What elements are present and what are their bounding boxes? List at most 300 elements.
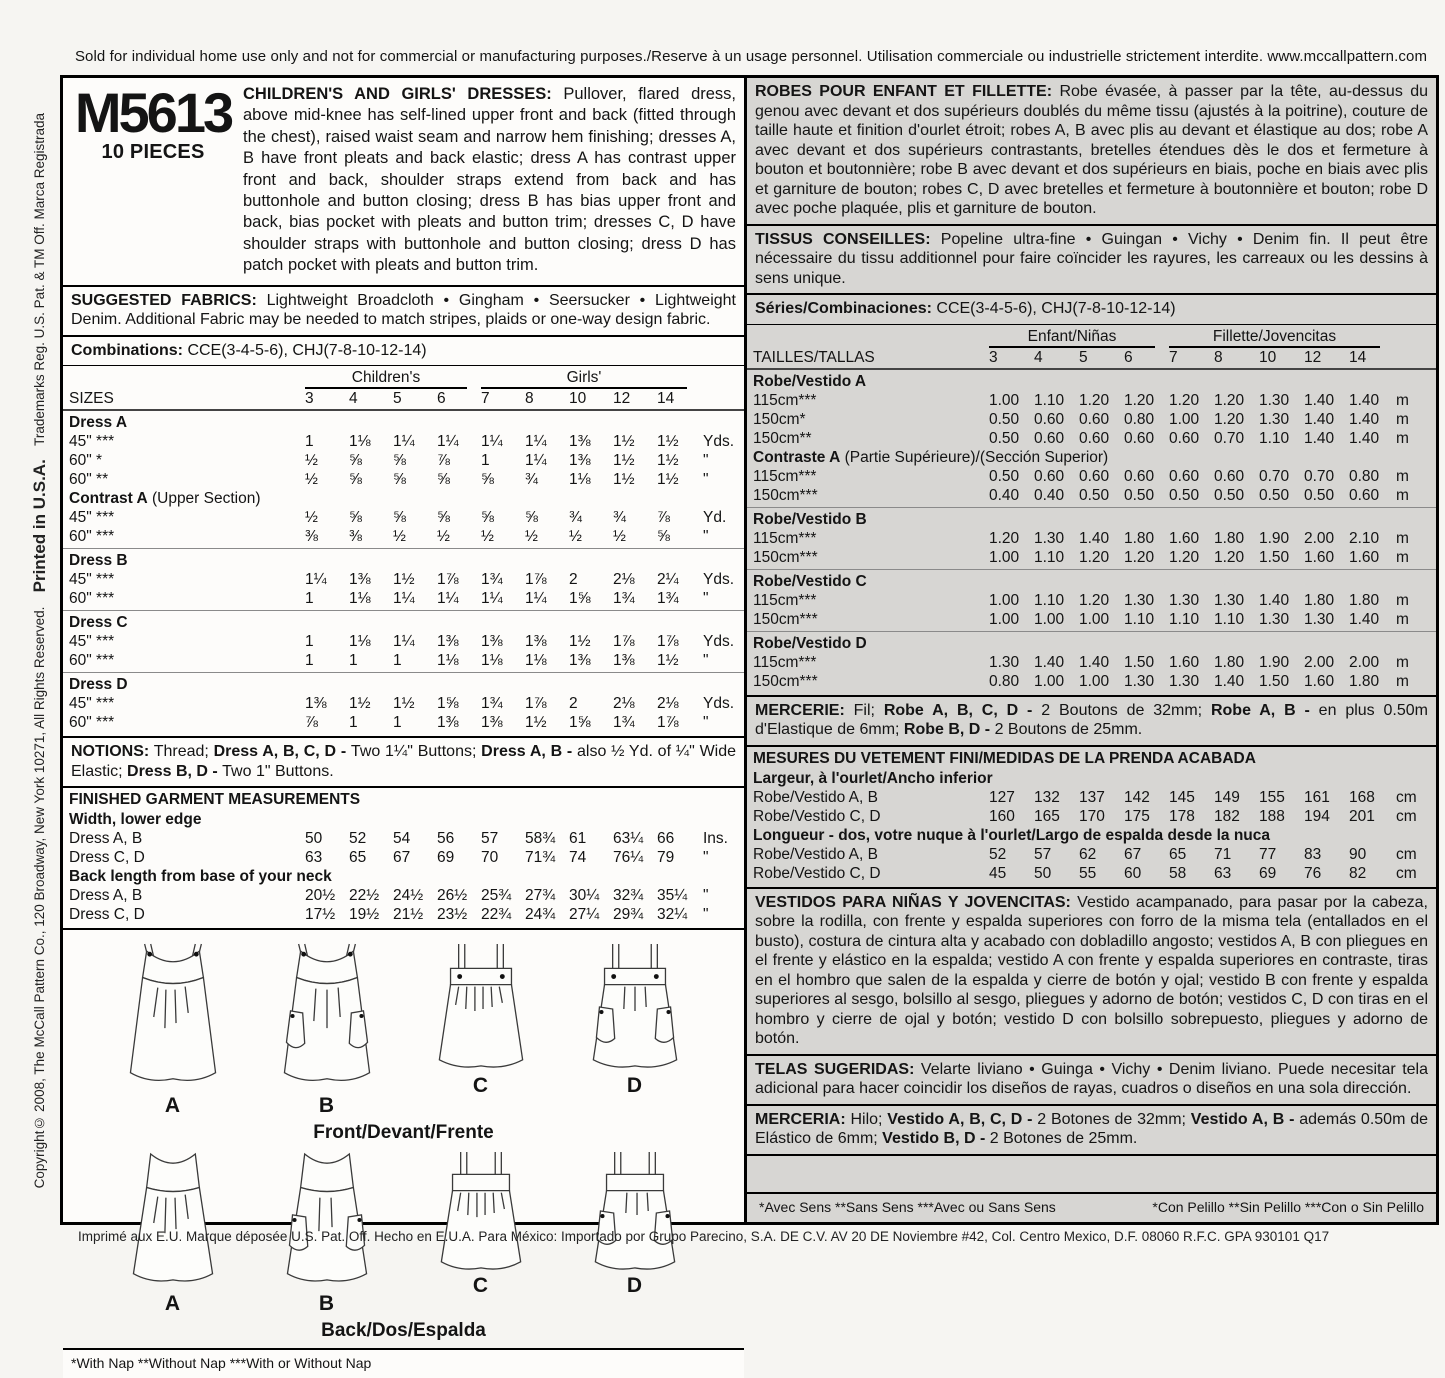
text-segment: Combinations: bbox=[71, 341, 183, 359]
table-cell: 45 bbox=[989, 864, 1007, 882]
table-cell: 1¼ bbox=[393, 433, 415, 451]
table-row bbox=[747, 391, 1436, 410]
table-cell: 82 bbox=[1349, 864, 1367, 882]
back-caption: Back/Dos/Espalda bbox=[321, 1320, 486, 1342]
text-segment: CCE(3-4-5-6), CHJ(7-8-10-12-14) bbox=[183, 341, 427, 359]
table-row bbox=[747, 807, 1436, 826]
table-cell: 178 bbox=[1169, 807, 1195, 825]
table-cell: 1 bbox=[305, 590, 314, 608]
row-label: Robe/Vestido A, B bbox=[753, 788, 878, 806]
table-cell: 1½ bbox=[349, 695, 371, 713]
table-cell: 19½ bbox=[349, 906, 380, 924]
unit-cell: m bbox=[1396, 486, 1409, 504]
unit-cell: Yds. bbox=[703, 433, 735, 451]
text-segment: Popeline ultra-fine • Guingan • Vichy • Denim fin. Il peut être nécessaire du tissu additionnel pour faire coïncider les rayures, les carreaux ou les dessins à sens unique. bbox=[755, 230, 1428, 287]
table-cell: 0.40 bbox=[989, 486, 1020, 504]
table-row bbox=[63, 570, 744, 589]
table-cell: 58 bbox=[1169, 864, 1187, 882]
table-row bbox=[63, 632, 744, 651]
import-footer: Imprimé aux E.U. Marque déposée U.S. Pat. Off. Hecho en E.U.A. Para México: Importado por Grupo Parecino, S.A. DE C.V. AV 20 DE Noviembre #42, Col. Centro Mexico, D.F. 08060 R.F.C. GPA 930101 Q17 bbox=[78, 1229, 1330, 1244]
table-cell: 4 bbox=[349, 390, 358, 408]
section-title: Largeur, à l'ourlet/Ancho inferior bbox=[753, 769, 993, 787]
table-cell: 1.30 bbox=[1034, 529, 1065, 547]
series-combinaciones bbox=[747, 295, 1436, 325]
table-cell: 1⅜ bbox=[305, 695, 327, 713]
vertical-copyright-text bbox=[30, 113, 50, 1188]
dress-illustrations bbox=[63, 930, 744, 1348]
nap-footnote: *With Nap **Without Nap ***With or Without Nap bbox=[63, 1348, 744, 1378]
table-cell: 0.60 bbox=[1079, 429, 1110, 447]
table-cell: 0.70 bbox=[1304, 467, 1335, 485]
table-cell: 63¼ bbox=[613, 830, 644, 848]
sens-footnote: *Avec Sens **Sans Sens ***Avec ou Sans Sens bbox=[759, 1199, 1056, 1215]
table-section-title bbox=[747, 769, 1436, 788]
table-cell: 1.00 bbox=[989, 591, 1020, 609]
row-label: 60" ** bbox=[69, 471, 109, 489]
table-cell: 1.30 bbox=[989, 653, 1020, 671]
table-cell: 1.60 bbox=[1169, 653, 1200, 671]
table-cell: 10 bbox=[569, 390, 587, 408]
table-cell: 1.40 bbox=[1304, 410, 1335, 428]
text-segment: also ½ Yd. of ¼" Wide Elastic; bbox=[71, 743, 737, 780]
table-cell: 0.40 bbox=[1034, 486, 1065, 504]
text-segment: además 0.50m de Elástico de 6mm; bbox=[755, 1110, 1428, 1147]
unit-cell: m bbox=[1396, 610, 1409, 628]
dress-d-front bbox=[576, 942, 694, 1098]
table-cell: 1.20 bbox=[989, 529, 1020, 547]
table-cell: ⅝ bbox=[657, 528, 670, 546]
table-cell: 52 bbox=[989, 845, 1007, 863]
table-cell: 21½ bbox=[393, 906, 424, 924]
table-cell: 2⅛ bbox=[657, 695, 679, 713]
table-cell: 35¼ bbox=[657, 887, 688, 905]
text-segment: TISSUS CONSEILLES: bbox=[755, 230, 931, 248]
view-letter: B bbox=[318, 1094, 335, 1118]
table-cell: 25¾ bbox=[481, 887, 512, 905]
table-cell: 74 bbox=[569, 849, 587, 867]
text-segment: Robe A, B - bbox=[1210, 701, 1319, 719]
table-cell: ⅝ bbox=[349, 509, 362, 527]
table-cell: 1.20 bbox=[1169, 391, 1200, 409]
table-cell: 1⅞ bbox=[657, 633, 679, 651]
table-cell: 1⅞ bbox=[437, 571, 459, 589]
mercerie bbox=[747, 697, 1436, 747]
table-cell: 32¼ bbox=[657, 906, 688, 924]
table-row bbox=[63, 508, 744, 527]
table-cell: 194 bbox=[1304, 807, 1330, 825]
row-label: 150cm** bbox=[753, 429, 812, 447]
table-row bbox=[63, 527, 744, 546]
section-title: Dress A bbox=[69, 414, 128, 432]
table-cell: 1⅜ bbox=[437, 714, 459, 732]
table-section-title bbox=[747, 826, 1436, 845]
yardage-table bbox=[63, 366, 744, 738]
row-label: 45" *** bbox=[69, 571, 115, 589]
table-cell: 57 bbox=[481, 830, 499, 848]
dress-a-back-drawing bbox=[114, 1150, 232, 1292]
table-cell: 1⅛ bbox=[525, 652, 547, 670]
unit-cell: m bbox=[1396, 391, 1409, 409]
row-label: TAILLES/TALLAS bbox=[753, 348, 875, 366]
view-letter: A bbox=[164, 1094, 181, 1118]
table-cell: 0.50 bbox=[989, 429, 1020, 447]
table-cell: 1½ bbox=[613, 471, 635, 489]
table-cell: 0.60 bbox=[1034, 429, 1065, 447]
combinations-line bbox=[63, 337, 744, 367]
table-cell: 1.40 bbox=[1349, 610, 1380, 628]
unit-cell: " bbox=[703, 590, 709, 608]
table-cell: ⅝ bbox=[437, 509, 450, 527]
table-row bbox=[63, 470, 744, 489]
table-cell: 0.60 bbox=[1034, 410, 1065, 428]
table-cell: ⅝ bbox=[349, 452, 362, 470]
table-cell: 1 bbox=[349, 714, 358, 732]
table-cell: 26½ bbox=[437, 887, 468, 905]
header-block bbox=[63, 78, 744, 287]
table-cell: 1½ bbox=[657, 471, 679, 489]
table-cell: ½ bbox=[569, 528, 582, 546]
row-label: Dress A, B bbox=[69, 830, 143, 848]
pattern-number-block bbox=[63, 78, 243, 285]
table-divider bbox=[63, 409, 744, 411]
table-cell: 1.10 bbox=[1214, 610, 1245, 628]
unit-cell: m bbox=[1396, 548, 1409, 566]
table-cell: 1 bbox=[393, 652, 402, 670]
foreign-column bbox=[747, 78, 1436, 1222]
table-cell: 1.30 bbox=[1214, 591, 1245, 609]
table-cell: 69 bbox=[437, 849, 455, 867]
table-cell: 30¼ bbox=[569, 887, 600, 905]
table-cell: 55 bbox=[1079, 864, 1097, 882]
table-cell: 27¾ bbox=[525, 887, 556, 905]
text-segment: Vestido A, B, C, D - bbox=[887, 1110, 1038, 1128]
table-cell: 1¾ bbox=[613, 714, 635, 732]
table-cell: ¾ bbox=[569, 509, 582, 527]
unit-cell: " bbox=[703, 906, 709, 924]
section-title: Back length from base of your neck bbox=[69, 868, 332, 886]
merceria bbox=[747, 1106, 1436, 1156]
section-title: Robe/Vestido B bbox=[753, 510, 867, 528]
table-cell: 83 bbox=[1304, 845, 1322, 863]
table-cell: 1.80 bbox=[1124, 529, 1155, 547]
table-cell: 1⅜ bbox=[569, 433, 591, 451]
trademark-text: Trademarks Reg. U.S. Pat. & TM Off. Marca Registrada bbox=[32, 113, 47, 447]
dress-c-front bbox=[422, 942, 540, 1098]
column-group-label: Girls' bbox=[481, 368, 687, 389]
table-group-header bbox=[63, 368, 744, 389]
table-cell: 61 bbox=[569, 830, 587, 848]
text-segment: Robe évasée, à passer par la tête, au-dessus du genou avec devant et dos supérieurs doublés du même tissu (ajustés à la poitrine), couture de taille haute et finition d'ourlet étroit; robes A, B avec plis au devant et élastique au dos; robe A avec devant et dos supérieurs contrastants, bretelles étendues dès le dos et fermeture à bouton et boutonnière; robe B avec devant et dos supérieurs en biais, poche en biais avec plis et garniture de bouton; robes C, D avec bretelles et fermeture à boutonnière et bouton; robe D avec poche plaquée, plis et garniture de bouton. bbox=[755, 83, 1428, 217]
text-segment: TELAS SUGERIDAS: bbox=[755, 1060, 915, 1078]
dress-d-back-drawing bbox=[576, 1150, 694, 1274]
table-cell: 1⅛ bbox=[569, 471, 591, 489]
table-cell: ⅝ bbox=[393, 452, 406, 470]
table-row bbox=[747, 788, 1436, 807]
table-cell: 1.40 bbox=[1034, 653, 1065, 671]
table-cell: 2¼ bbox=[657, 571, 679, 589]
table-cell: 1⅛ bbox=[349, 633, 371, 651]
dress-b-back-drawing bbox=[268, 1150, 386, 1292]
table-cell: 1¼ bbox=[481, 590, 503, 608]
table-cell: ½ bbox=[525, 528, 538, 546]
english-description bbox=[243, 78, 744, 285]
table-cell: 60 bbox=[1124, 864, 1142, 882]
table-row bbox=[747, 845, 1436, 864]
table-cell: 1.00 bbox=[1034, 672, 1065, 690]
table-section-title bbox=[63, 551, 744, 570]
table-cell: 71 bbox=[1214, 845, 1232, 863]
text-segment: Two 1¼" Buttons; bbox=[350, 743, 482, 761]
table-row bbox=[747, 548, 1436, 567]
table-cell: 1¼ bbox=[437, 590, 459, 608]
table-cell: 1½ bbox=[525, 714, 547, 732]
unit-cell: m bbox=[1396, 429, 1409, 447]
table-cell: 4 bbox=[1034, 348, 1043, 366]
table-cell: 1.00 bbox=[1079, 610, 1110, 628]
table-row bbox=[747, 348, 1436, 367]
table-section-title bbox=[63, 489, 744, 508]
pattern-number: M5613 bbox=[74, 81, 232, 144]
table-cell: ⅝ bbox=[481, 509, 494, 527]
table-section-title bbox=[747, 510, 1436, 529]
usage-notice: Sold for individual home use only and not for commercial or manufacturing purposes./Reserve à un usage personnel. Utilisation commerciale ou industrielle strictement interdite. www.mccallpattern.com bbox=[74, 48, 1428, 65]
table-cell: ⅝ bbox=[481, 471, 494, 489]
table-cell: 1.20 bbox=[1214, 410, 1245, 428]
table-cell: 1½ bbox=[569, 633, 591, 651]
table-cell: 1⅞ bbox=[525, 695, 547, 713]
table-row bbox=[747, 529, 1436, 548]
table-cell: 1.40 bbox=[1079, 653, 1110, 671]
table-cell: 56 bbox=[437, 830, 455, 848]
table-cell: 50 bbox=[305, 830, 323, 848]
table-cell: 0.60 bbox=[1169, 429, 1200, 447]
table-cell: 8 bbox=[525, 390, 534, 408]
table-cell: 1.20 bbox=[1214, 391, 1245, 409]
table-cell: 142 bbox=[1124, 788, 1150, 806]
column-group-label: Enfant/Niñas bbox=[989, 327, 1155, 348]
table-cell: 17½ bbox=[305, 906, 336, 924]
section-title: Robe/Vestido A bbox=[753, 372, 867, 390]
row-label: 60" *** bbox=[69, 652, 115, 670]
table-cell: 2 bbox=[569, 571, 578, 589]
table-heading: FINISHED GARMENT MEASUREMENTS bbox=[69, 791, 361, 809]
dress-d-front-drawing bbox=[576, 942, 694, 1074]
table-cell: 1 bbox=[305, 652, 314, 670]
table-section-title bbox=[747, 572, 1436, 591]
section-title: Longueur - dos, votre nuque à l'ourlet/Largo de espalda desde la nuca bbox=[753, 826, 1270, 844]
table-cell: 188 bbox=[1259, 807, 1285, 825]
table-cell: 1⅝ bbox=[437, 695, 459, 713]
front-views-row bbox=[63, 942, 744, 1118]
table-cell: 1½ bbox=[393, 571, 415, 589]
table-cell: 1.20 bbox=[1124, 548, 1155, 566]
table-cell: 63 bbox=[305, 849, 323, 867]
table-section-title bbox=[63, 810, 744, 829]
text-segment: MERCERIE: bbox=[755, 701, 845, 719]
row-label: 150cm*** bbox=[753, 672, 818, 690]
table-cell: 1.50 bbox=[1259, 548, 1290, 566]
table-cell: 1.10 bbox=[1034, 391, 1065, 409]
table-cell: 1¼ bbox=[525, 433, 547, 451]
table-cell: 67 bbox=[393, 849, 411, 867]
table-cell: ⅜ bbox=[349, 528, 362, 546]
table-cell: 1¾ bbox=[657, 590, 679, 608]
unit-cell: Yds. bbox=[703, 633, 735, 651]
table-cell: 1.80 bbox=[1214, 529, 1245, 547]
table-cell: 1.50 bbox=[1124, 653, 1155, 671]
table-cell: 2⅛ bbox=[613, 695, 635, 713]
table-cell: 1.40 bbox=[1079, 529, 1110, 547]
french-description bbox=[747, 78, 1436, 226]
table-cell: 1.30 bbox=[1169, 672, 1200, 690]
table-cell: 1.60 bbox=[1304, 548, 1335, 566]
table-cell: 1.60 bbox=[1349, 548, 1380, 566]
table-cell: 1⅜ bbox=[569, 652, 591, 670]
view-letter: C bbox=[472, 1274, 489, 1298]
table-cell: 1⅜ bbox=[349, 571, 371, 589]
table-cell: 6 bbox=[437, 390, 446, 408]
unit-cell: " bbox=[703, 887, 709, 905]
table-cell: 0.60 bbox=[1079, 410, 1110, 428]
table-cell: 1.30 bbox=[1124, 672, 1155, 690]
table-cell: 0.80 bbox=[1124, 410, 1155, 428]
unit-cell: " bbox=[703, 714, 709, 732]
table-cell: 1.00 bbox=[989, 391, 1020, 409]
table-cell: 79 bbox=[657, 849, 675, 867]
table-cell: 14 bbox=[1349, 348, 1367, 366]
table-section-title bbox=[63, 867, 744, 886]
column-group-label: Children's bbox=[305, 368, 467, 389]
table-cell: 23½ bbox=[437, 906, 468, 924]
table-cell: 65 bbox=[349, 849, 367, 867]
table-cell: 7 bbox=[481, 390, 490, 408]
table-cell: 54 bbox=[393, 830, 411, 848]
table-cell: ⅝ bbox=[393, 471, 406, 489]
table-cell: 1.60 bbox=[1304, 672, 1335, 690]
table-cell: 149 bbox=[1214, 788, 1240, 806]
table-cell: 0.50 bbox=[1169, 486, 1200, 504]
text-segment: Hilo; bbox=[845, 1110, 888, 1128]
table-cell: 1⅜ bbox=[525, 633, 547, 651]
table-cell: 0.50 bbox=[1259, 486, 1290, 504]
table-cell: 1.00 bbox=[989, 610, 1020, 628]
table-cell: 1.30 bbox=[1259, 610, 1290, 628]
unit-cell: cm bbox=[1396, 845, 1417, 863]
table-cell: 63 bbox=[1214, 864, 1232, 882]
table-cell: 58¾ bbox=[525, 830, 556, 848]
table-cell: 1⅜ bbox=[569, 452, 591, 470]
text-segment: 2 Boutons de 25mm. bbox=[994, 721, 1143, 738]
table-cell: 1.10 bbox=[1034, 548, 1065, 566]
table-cell: 1¼ bbox=[393, 633, 415, 651]
table-cell: 0.60 bbox=[1124, 467, 1155, 485]
text-segment: Dress B, D - bbox=[127, 762, 223, 780]
table-cell: 1⅝ bbox=[569, 714, 591, 732]
table-cell: 27¼ bbox=[569, 906, 600, 924]
table-heading: MESURES DU VETEMENT FINI/MEDIDAS DE LA PRENDA ACABADA bbox=[753, 749, 1256, 767]
dress-a-front-drawing bbox=[114, 942, 232, 1094]
table-cell: 175 bbox=[1124, 807, 1150, 825]
text-segment: SUGGESTED FABRICS: bbox=[71, 291, 257, 309]
section-title: Contrast A (Upper Section) bbox=[69, 490, 261, 508]
table-divider bbox=[747, 507, 1436, 508]
dress-c-back bbox=[422, 1150, 540, 1298]
table-cell: 1.20 bbox=[1079, 548, 1110, 566]
text-segment: VESTIDOS PARA NIÑAS Y JOVENCITAS: bbox=[755, 893, 1071, 911]
table-section-title bbox=[63, 675, 744, 694]
table-cell: 1¾ bbox=[481, 695, 503, 713]
dress-b-front bbox=[268, 942, 386, 1118]
unit-cell: m bbox=[1396, 653, 1409, 671]
table-cell: ½ bbox=[305, 471, 318, 489]
table-cell: 22¾ bbox=[481, 906, 512, 924]
table-cell: 1½ bbox=[657, 652, 679, 670]
text-segment: Pullover, flared dress, above mid-knee has self-lined upper front and back (fitted through the chest), raised waist seam and narrow hem finishing; dresses A, B have front pleats and back elastic; dress A has contrast upper front and back, shoulder straps extend from back and has buttonhole and button closing; dress B has bias upper front and back, bias pocket with pleats and button trim; dresses C, D have shoulder straps with buttonhole and button closing; dress D has patch pocket with pleats and button trim. bbox=[243, 85, 737, 275]
unit-cell: m bbox=[1396, 410, 1409, 428]
table-cell: 29¾ bbox=[613, 906, 644, 924]
table-cell: 77 bbox=[1259, 845, 1277, 863]
table-cell: 1.20 bbox=[1124, 391, 1155, 409]
table-cell: 1⅛ bbox=[349, 590, 371, 608]
table-cell: 1.20 bbox=[1079, 591, 1110, 609]
table-cell: ⅞ bbox=[437, 452, 450, 470]
unit-cell: Ins. bbox=[703, 830, 728, 848]
table-cell: 0.50 bbox=[1124, 486, 1155, 504]
text-segment: 2 Botones de 25mm. bbox=[989, 1130, 1138, 1147]
text-segment: Vestido acampanado, para pasar por la cabeza, sobre la rodilla, con frente y espalda superiores con forro de la misma tela (entallados en el busto), costura de cintura alta y acabado con dobladillo angosto; vestidos A, B con pliegues en el frente y elástico en la espalda; vestido A con frente y espalda superiores en contraste, tiras en el hombro que salen de la espalda y cierre de botón y ojal; vestido B con frente y espalda superiores al sesgo, bolsillo al sesgo, pliegues y adorno de botón; vestidos C, D con tiras en el hombro y cierre de ojal y botón; vestido D con bolsillo sobrepuesto, pliegues y adorno de botón. bbox=[755, 893, 1428, 1047]
section-title: Width, lower edge bbox=[69, 811, 202, 829]
unit-cell: Yds. bbox=[703, 571, 735, 589]
row-label: 60" *** bbox=[69, 528, 115, 546]
table-row bbox=[747, 591, 1436, 610]
table-cell: 20½ bbox=[305, 887, 336, 905]
table-divider bbox=[63, 610, 744, 611]
table-cell: 165 bbox=[1034, 807, 1060, 825]
telas-sugeridas bbox=[747, 1056, 1436, 1106]
table-cell: 0.80 bbox=[989, 672, 1020, 690]
table-cell: 0.50 bbox=[1079, 486, 1110, 504]
table-cell: 76 bbox=[1304, 864, 1322, 882]
table-cell: 24¾ bbox=[525, 906, 556, 924]
table-cell: ⅝ bbox=[437, 471, 450, 489]
table-section-title bbox=[747, 372, 1436, 391]
text-segment: 2 Botones de 32mm; bbox=[1037, 1110, 1191, 1128]
table-cell: 1½ bbox=[657, 452, 679, 470]
table-cell: 1.80 bbox=[1304, 591, 1335, 609]
row-label: Dress C, D bbox=[69, 906, 145, 924]
table-cell: 0.70 bbox=[1259, 467, 1290, 485]
table-cell: 1⅛ bbox=[349, 433, 371, 451]
table-cell: 1½ bbox=[613, 433, 635, 451]
row-label: 60" *** bbox=[69, 590, 115, 608]
text-segment: Fil; bbox=[844, 701, 884, 719]
table-cell: 1.50 bbox=[1259, 672, 1290, 690]
table-cell: ⅝ bbox=[349, 471, 362, 489]
row-label: 115cm*** bbox=[753, 591, 817, 609]
row-label: 115cm*** bbox=[753, 467, 817, 485]
table-cell: ⅞ bbox=[657, 509, 670, 527]
table-row bbox=[63, 389, 744, 408]
table-cell: ½ bbox=[393, 528, 406, 546]
unit-cell: cm bbox=[1396, 788, 1417, 806]
table-cell: 3 bbox=[989, 348, 998, 366]
table-cell: ½ bbox=[481, 528, 494, 546]
view-letter: D bbox=[626, 1074, 643, 1098]
table-cell: 1.40 bbox=[1259, 591, 1290, 609]
table-cell: 1.10 bbox=[1034, 591, 1065, 609]
vertical-sidebar bbox=[22, 76, 58, 1226]
table-cell: 137 bbox=[1079, 788, 1105, 806]
